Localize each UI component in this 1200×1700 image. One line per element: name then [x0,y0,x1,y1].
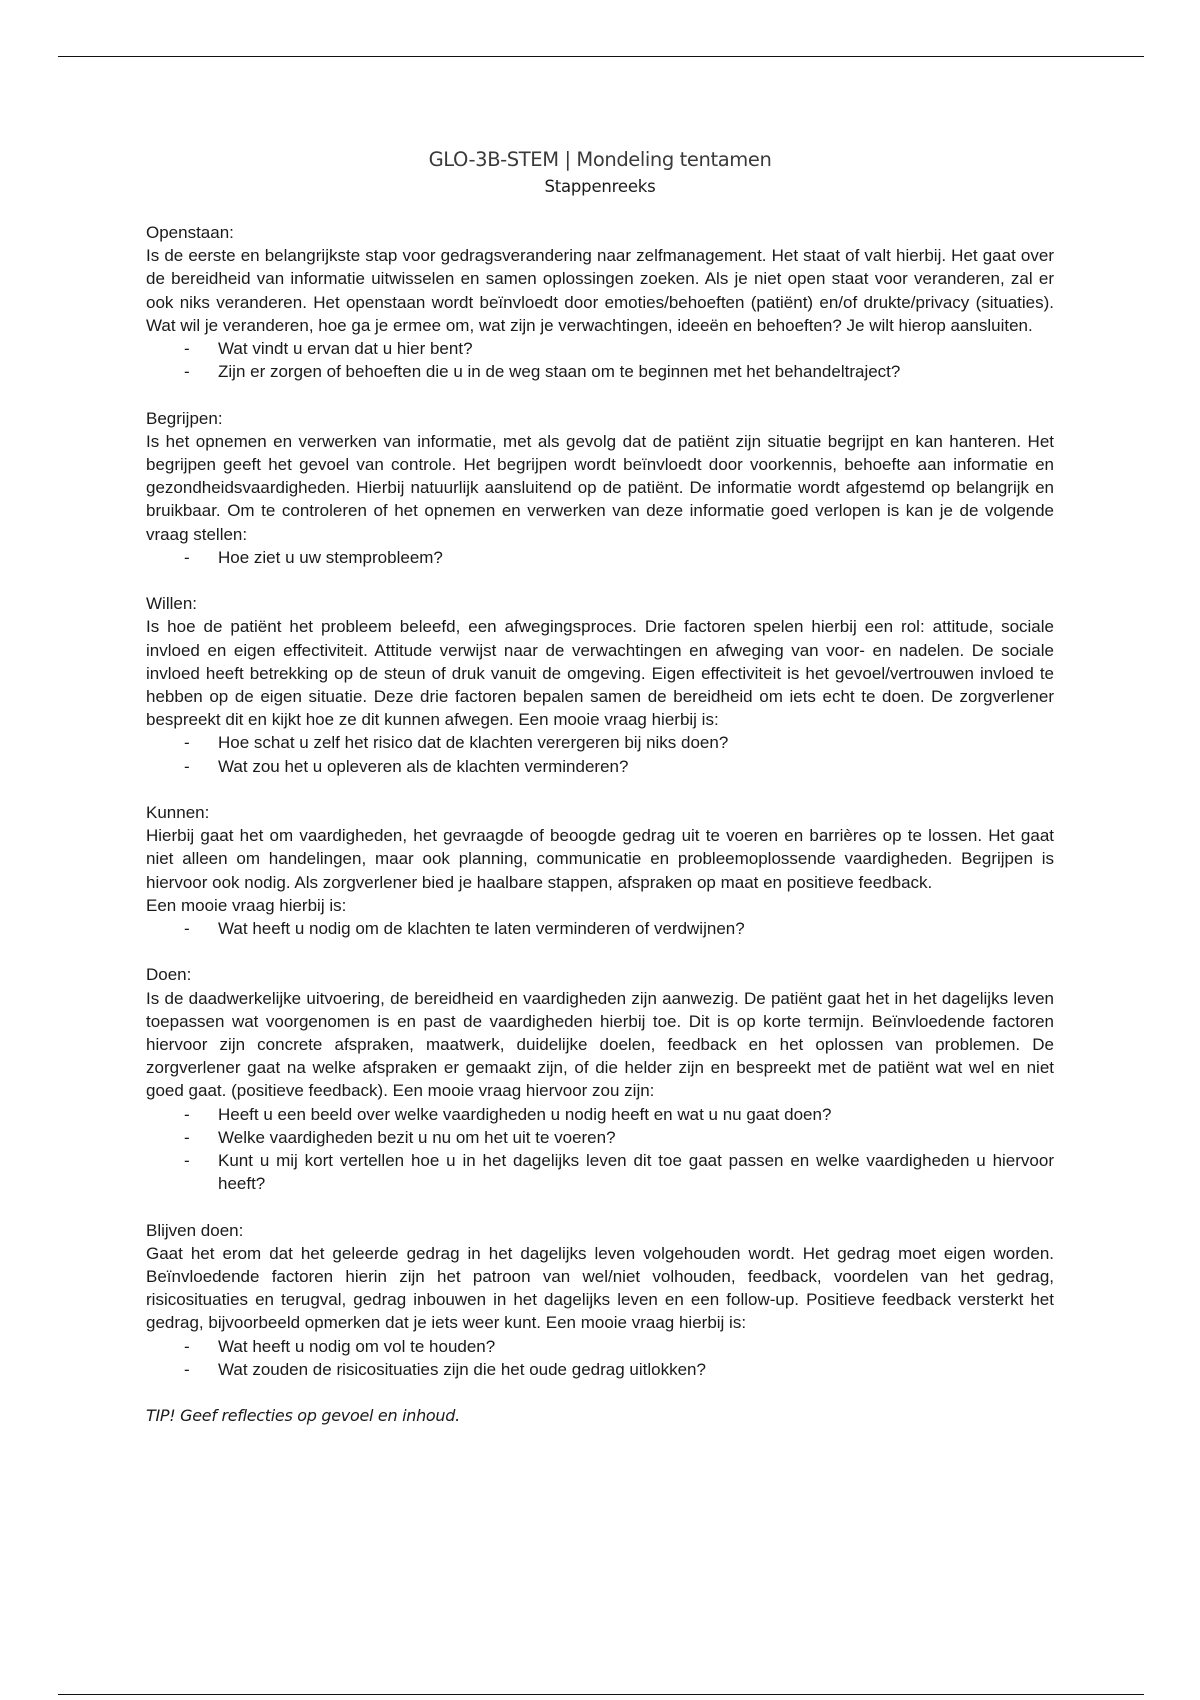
section-heading: Doen: [146,965,192,985]
question-item [146,1103,1054,1126]
dash-bullet: - [184,1104,190,1124]
question-item [146,337,1054,360]
section-begrijpen [146,407,1054,569]
section-text: Is de eerste en belangrijkste stap voor gedragsverandering naar zelfmanagement. Het staat of valt hierbij. Het gaat over de bereidheid van informatie uitwisselen en samen oplossingen zoeken. Als je niet open staat voor veranderen, zal er ook niks veranderen. Het openstaan wordt beïnvloedt door emoties/behoeften (patiënt) en/of drukte/privacy (situaties). Wat wil je veranderen, hoe ga je ermee om, wat zijn je verwachtingen, ideeën en behoeften? Je wilt hierop aansluiten. [146,246,1054,335]
document-title: GLO-3B-STEM | Mondeling tentamen [428,148,772,171]
section-openstaan [146,221,1054,383]
question-item [146,360,1054,383]
section-text-extra: Een mooie vraag hierbij is: [146,895,347,915]
question-list [146,1335,1054,1381]
dash-bullet: - [184,1336,190,1356]
question-item [146,917,1054,940]
question-list [146,917,1054,940]
section-heading: Kunnen: [146,803,210,823]
question-list [146,731,1054,777]
page-header [0,147,1200,199]
section-text: Is het opnemen en verwerken van informatie, met als gevolg dat de patiënt zijn situatie begrijpt en kan hanteren. Het begrijpen geeft het gevoel van controle. Het begrijpen wordt beïnvloedt door voorkennis, behoefte aan informatie en gezondheidsvaardigheden. Hierbij natuurlijk aansluitend op de patiënt. De informatie wordt afgestemd op belangrijk en bruikbaar. Om te controleren of het opnemen en verwerken van deze informatie goed verlopen is kan je de volgende vraag stellen: [146,431,1054,544]
section-text: Is de daadwerkelijke uitvoering, de bereidheid en vaardigheden zijn aanwezig. De patiënt gaat het in het dagelijks leven toepassen wat voorgenomen is en past de vaardigheden hierbij toe. Dit is op korte termijn. Beïnvloedende factoren hiervoor zijn concrete afspraken, maatwerk, duidelijke doelen, feedback en het oplossen van problemen. De zorgverlener gaat na welke afspraken er gemaakt zijn, of die helder zijn en bespreekt met de patiënt wat wel en niet goed gaat. (positieve feedback). Een mooie vraag hiervoor zou zijn: [146,988,1054,1101]
question-item [146,1358,1054,1381]
question-item [146,1149,1054,1195]
question-text: Welke vaardigheden bezit u nu om het uit te voeren? [218,1127,616,1147]
section-heading: Blijven doen: [146,1220,244,1240]
section-text: Is hoe de patiënt het probleem beleefd, een afwegingsproces. Drie factoren spelen hierbij een rol: attitude, sociale invloed en eigen effectiviteit. Attitude verwijst naar de verwachtingen en afweging van voor- en nadelen. De sociale invloed heeft betrekking op de steun of druk vanuit de omgeving. Eigen effectiviteit is het gevoel/vertrouwen invloed te hebben op de eigen situatie. Deze drie factoren bepalen samen de bereidheid om iets echt te doen. De zorgverlener bespreekt dit en kijkt hoe ze dit kunnen afwegen. Een mooie vraag hierbij is: [146,617,1054,730]
section-doen [146,963,1054,1195]
question-text: Wat vindt u ervan dat u hier bent? [218,339,473,359]
dash-bullet: - [184,1127,190,1147]
section-blijven-doen [146,1219,1054,1381]
section-kunnen [146,801,1054,940]
question-item [146,1126,1054,1149]
section-heading: Openstaan: [146,223,234,242]
dash-bullet: - [184,362,190,382]
bottom-rule [58,1694,1144,1695]
question-list [146,546,1054,569]
question-text: Heeft u een beeld over welke vaardigheden u nodig heeft en wat u nu gaat doen? [218,1104,832,1124]
section-text: Hierbij gaat het om vaardigheden, het gevraagde of beoogde gedrag uit te voeren en barrières op te lossen. Het gaat niet alleen om handelingen, maar ook planning, communicatie en probleemoplossende vaardigheden. Begrijpen is hiervoor ook nodig. Als zorgverlener bied je haalbare stappen, afspraken op maat en positieve feedback. [146,826,1054,892]
section-text: Gaat het erom dat het geleerde gedrag in het dagelijks leven volgehouden wordt. Het gedrag moet eigen worden. Beïnvloedende factoren hierin zijn het patroon van wel/niet volhouden, feedback, voordelen van het gedrag, risicosituaties en terugval, gedrag inbouwen in het dagelijks leven en een follow-up. Positieve feedback versterkt het gedrag, bijvoorbeeld opmerken dat je iets weer kunt. Een mooie vraag hierbij is: [146,1243,1054,1333]
section-willen [146,592,1054,778]
question-text: Wat heeft u nodig om vol te houden? [218,1336,496,1356]
question-text: Wat heeft u nodig om de klachten te laten verminderen of verdwijnen? [218,919,745,939]
dash-bullet: - [184,756,190,776]
section-heading: Begrijpen: [146,408,223,428]
question-item [146,1335,1054,1358]
dash-bullet: - [184,1151,190,1171]
dash-bullet: - [184,733,190,753]
dash-bullet: - [184,547,190,567]
question-text: Zijn er zorgen of behoeften die u in de weg staan om te beginnen met het behandeltraject? [218,362,901,382]
question-list [146,1103,1054,1196]
question-text: Wat zou het u opleveren als de klachten verminderen? [218,756,629,776]
question-item [146,731,1054,754]
question-list [146,337,1054,383]
document-subtitle: Stappenreeks [544,177,656,196]
question-text: Kunt u mij kort vertellen hoe u in het dagelijks leven dit toe gaat passen en welke vaardigheden u hiervoor heeft? [218,1151,1054,1194]
question-text: Hoe schat u zelf het risico dat de klachten verergeren bij niks doen? [218,733,729,753]
document-body [146,221,1054,1427]
tip-note: TIP! Geef reflecties op gevoel en inhoud. [146,1406,460,1426]
dash-bullet: - [184,339,190,359]
dash-bullet: - [184,919,190,939]
question-item [146,546,1054,569]
dash-bullet: - [184,1359,190,1379]
question-text: Hoe ziet u uw stemprobleem? [218,547,443,567]
question-text: Wat zouden de risicosituaties zijn die het oude gedrag uitlokken? [218,1359,706,1379]
question-item [146,755,1054,778]
top-rule [58,56,1144,57]
section-heading: Willen: [146,594,198,614]
